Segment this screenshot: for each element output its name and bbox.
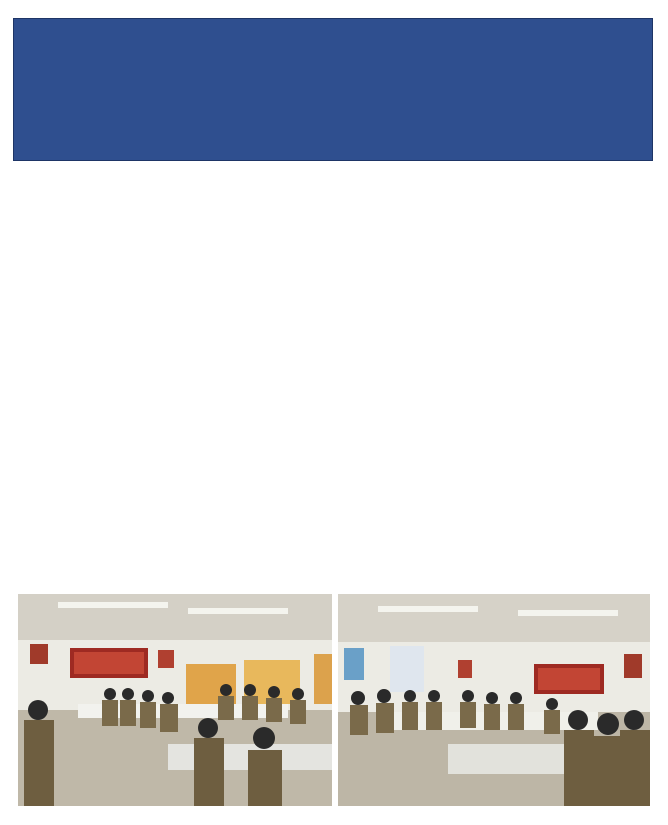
meeting-title-banner: [13, 18, 653, 161]
meeting-room-photo-right: [338, 594, 650, 806]
meeting-room-photo-left: [18, 594, 332, 806]
meeting-summary: [40, 178, 645, 186]
